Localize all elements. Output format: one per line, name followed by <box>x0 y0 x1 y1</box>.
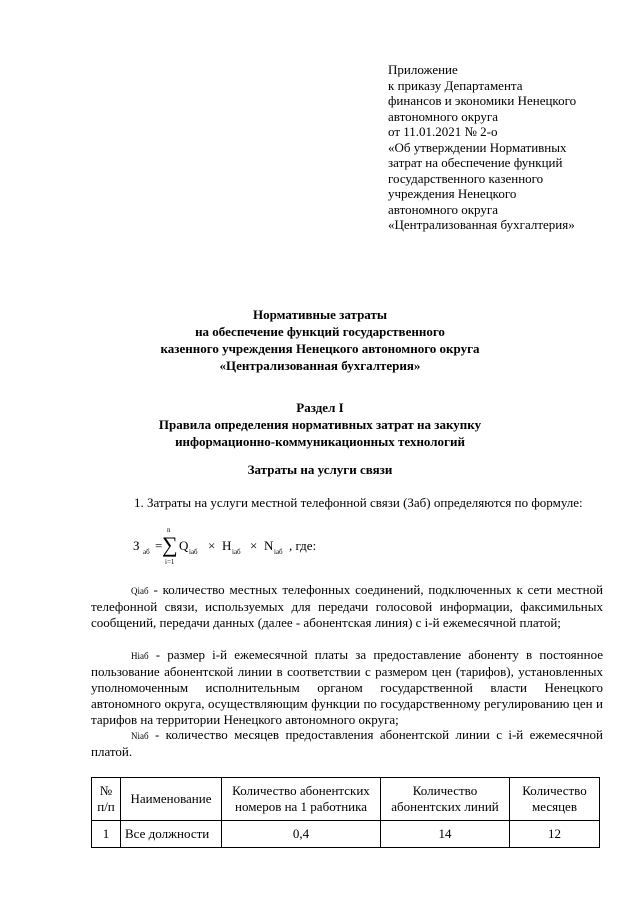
formula-times-1: × <box>208 538 216 553</box>
table-cell: 0,4 <box>222 821 381 848</box>
formula-tail: , где: <box>289 538 317 553</box>
appendix-line: к приказу Департамента <box>388 77 523 93</box>
formula-n: N <box>264 538 274 553</box>
formula-h-sub: iаб <box>232 548 241 556</box>
appendix-line: Приложение <box>388 62 458 77</box>
definition-h-symbol: Hiаб <box>131 651 149 661</box>
cost-formula <box>133 526 393 566</box>
appendix-line: от 11.01.2021 № 2-о <box>388 124 498 139</box>
formula-sigma-bottom: i=1 <box>165 558 175 566</box>
formula-lhs-sub: аб <box>143 548 150 556</box>
table-header: Количество абонентских номеров на 1 работника <box>222 778 381 821</box>
appendix-line: «Централизованная бухгалтерия» <box>388 217 575 232</box>
appendix-line: «Об утверждении Нормативных <box>388 139 567 155</box>
table-cell: 14 <box>381 821 510 848</box>
formula-sigma: ∑ <box>162 532 178 557</box>
document-title <box>90 306 550 374</box>
formula-equals: = <box>155 538 163 553</box>
table-row <box>92 821 600 848</box>
table-header: № п/п <box>92 778 121 821</box>
appendix-block <box>388 62 618 233</box>
formula-n-sub: iаб <box>274 548 283 556</box>
title-line: казенного учреждения Ненецкого автономного округа <box>160 341 480 356</box>
title-line: на обеспечение функций государственного <box>195 324 445 339</box>
definition-h-text: - размер i-й ежемесячной платы за предоставление абоненту в постоянное пользование абонентской линии в соответствии с размером цен (тарифов), установленных уполномоченным исполнительным органом государственной власти Ненецкого автономного округа, осуществляющим функции по государственному регулированию цен и тарифов на территории Ненецкого автономного округа; <box>91 647 604 727</box>
table-cell: 1 <box>92 821 121 848</box>
section-number: Раздел I <box>296 400 344 415</box>
appendix-line: финансов и экономики Ненецкого <box>388 93 577 108</box>
appendix-line: затрат на обеспечение функций <box>388 155 563 170</box>
table-cell: 12 <box>510 821 600 848</box>
table-header: Наименование <box>121 778 222 821</box>
definition-q-text: - количество местных телефонных соединений, подключенных к сети местной телефонной связи, используемых для передачи голосовой информации, факсимильных сообщений, передачи данных (далее - абонентская линия) с i-й ежемесячной платой; <box>91 582 603 630</box>
title-line: «Централизованная бухгалтерия» <box>219 358 421 373</box>
costs-table <box>91 777 600 848</box>
formula-h: H <box>222 538 232 553</box>
table-header-row <box>92 778 600 821</box>
appendix-line: автономного округа <box>388 108 498 124</box>
paragraph-1: 1. Затраты на услуги местной телефонной связи (Заб) определяются по формуле: <box>134 495 583 510</box>
definition-n-text: - количество месяцев предоставления абонентской линии с i-й ежемесячной платой. <box>91 727 604 759</box>
formula-times-2: × <box>250 538 258 553</box>
title-line: Нормативные затраты <box>253 307 387 322</box>
subsection-title: Затраты на услуги связи <box>247 462 393 477</box>
formula-q-sub: iаб <box>189 548 198 556</box>
appendix-line: автономного округа <box>388 201 498 217</box>
section-subheading: информационно-коммуникационных технологий <box>175 434 465 449</box>
formula-lhs: З <box>133 538 140 553</box>
definition-h <box>91 647 603 728</box>
table-header: Количество абонентских линий <box>381 778 510 821</box>
section-heading <box>60 399 580 450</box>
appendix-line: учреждения Ненецкого <box>388 186 517 201</box>
definition-n <box>91 727 603 760</box>
table-header: Количество месяцев <box>510 778 600 821</box>
definition-q-symbol: Qiаб <box>131 586 149 596</box>
formula-sigma-top: n <box>167 526 171 534</box>
appendix-line: государственного казенного <box>388 170 544 186</box>
section-subheading: Правила определения нормативных затрат на закупку <box>158 417 482 432</box>
definition-n-symbol: Niаб <box>131 731 149 741</box>
table-cell: Все должности <box>121 821 222 848</box>
definition-q <box>91 582 603 631</box>
formula-q: Q <box>179 538 189 553</box>
